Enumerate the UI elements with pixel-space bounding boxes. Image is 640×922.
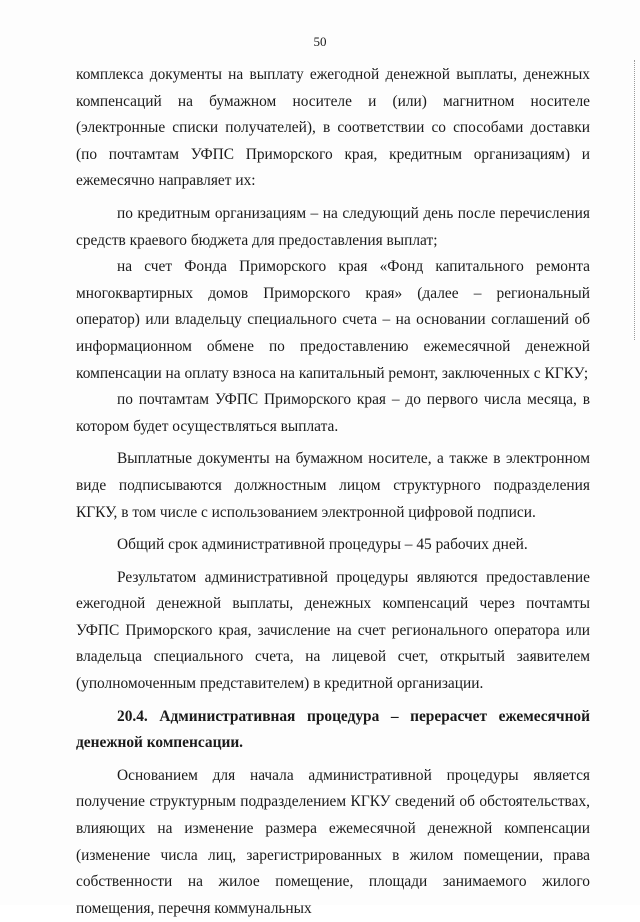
paragraph: Результатом административной процедуры являются предоставление ежегодной денежной выплаты, денежных компенсаций через почтамты УФПС Приморского края, зачисление на счет регионального оператора или владельца специального счета, на лицевой счет, открытый заявителем (уполномоченным представителем) в кредитной организации. [76,568,590,693]
paragraph: по почтамтам УФПС Приморского края – до первого числа месяца, в котором будет осуществляться выплата. [76,391,590,435]
paragraph: по кредитным организациям – на следующий день после перечисления средств краевого бюджета для предоставления выплат; [76,204,590,249]
paragraph: Основанием для начала административной процедуры является получение структурным подразделением КГКУ сведений об обстоятельствах, влияющих на изменение размера ежемесячной денежной компенсации (изменение числа лиц, зарегистрированных в жилом помещении, права собственности на жилое помещение, площади занимаемого жилого помещения, перечня коммунальных [76,766,590,917]
paragraph: на счет Фонда Приморского края «Фонд капитального ремонта многоквартирных домов Приморского края» (далее – региональный оператор) или владельцу специального счета – на основании соглашений об информационном обмене по предоставлению ежемесячной денежной компенсации на оплату взноса на капитальный ремонт, заключенных с КГКУ; [76,258,590,382]
paragraph: комплекса документы на выплату ежегодной денежной выплаты, денежных компенсаций на бумажном носителе и (или) магнитном носителе (электронные списки получателей), в соответствии со способами доставки (по почтамтам УФПС Приморского края, кредитным организациям) и ежемесячно направляет их: [76,66,590,190]
section-heading: 20.4. Административная процедура – перерасчет ежемесячной денежной компенсации. [76,707,590,752]
paragraph: Выплатные документы на бумажном носителе, а также в электронном виде подписываются должностным лицом структурного подразделения КГКУ, в том числе с использованием электронной цифровой подписи. [76,450,590,521]
scan-edge-mark [633,60,635,340]
document-body [76,62,590,922]
page-number: 50 [313,34,327,49]
paragraph: Общий срок административной процедуры – 45 рабочих дней. [117,536,528,554]
